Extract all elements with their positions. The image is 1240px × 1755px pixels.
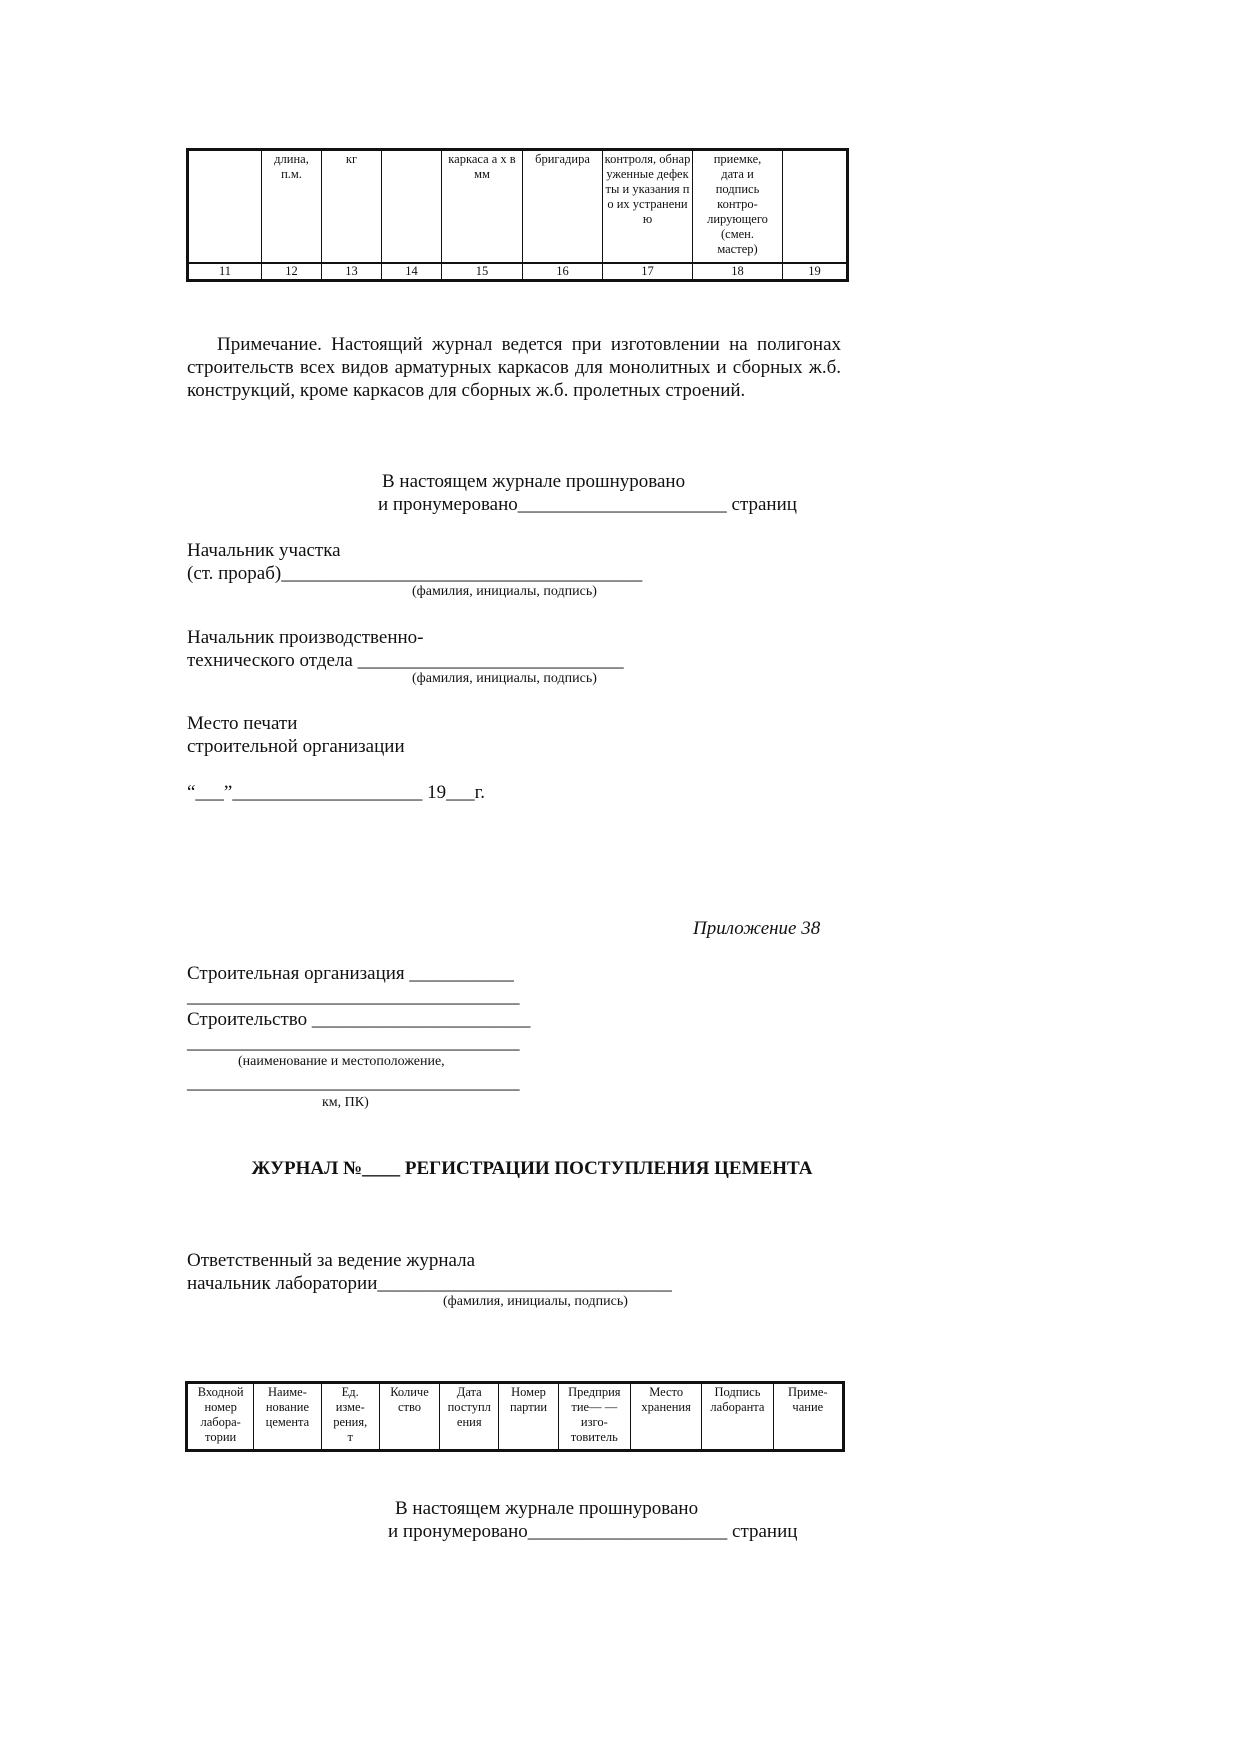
- column-number: 18: [693, 263, 783, 281]
- column-number: 12: [262, 263, 322, 281]
- journal-title: ЖУРНАЛ №____ РЕГИСТРАЦИИ ПОСТУПЛЕНИЯ ЦЕМЕНТА: [251, 1158, 813, 1179]
- location-caption: (наименование и местоположение,: [238, 1054, 445, 1069]
- table-header-cell: [382, 150, 442, 263]
- table-header-cell: Ед. изме-рения, т: [321, 1383, 379, 1451]
- journal-table-continuation: [186, 148, 849, 282]
- blank-rule: ___________________________________: [187, 1032, 520, 1053]
- chief-caption: (фамилия, инициалы, подпись): [412, 584, 597, 599]
- responsible-label: Ответственный за ведение журнала: [187, 1250, 476, 1271]
- table-header-cell: Входной номер лабора-тории: [187, 1383, 254, 1451]
- responsible-signature-line: начальник лаборатории_______________________________: [187, 1273, 672, 1294]
- date-line: “___”____________________ 19___г.: [187, 782, 486, 803]
- table-header-cell: Место хранения: [630, 1383, 701, 1451]
- table-header-cell: Наиме-нование цемента: [254, 1383, 321, 1451]
- cement-registration-table: [185, 1381, 845, 1452]
- table-header-cell: [188, 150, 262, 263]
- lacing-line-1: В настоящем журнале прошнуровано: [382, 471, 686, 492]
- lacing-line-2: и пронумеровано______________________ страниц: [378, 494, 797, 515]
- construction-line: Строительство _______________________: [187, 1009, 531, 1030]
- column-number: 13: [322, 263, 382, 281]
- table-header-cell: каркаса а х в мм: [442, 150, 523, 263]
- column-number: 16: [523, 263, 603, 281]
- table-header-cell: Приме-чание: [773, 1383, 843, 1451]
- pto-label: Начальник производственно-: [187, 627, 424, 648]
- column-number: 19: [783, 263, 848, 281]
- lacing-line-1: В настоящем журнале прошнуровано: [395, 1498, 699, 1519]
- chief-signature-line: (ст. прораб)______________________________________: [187, 563, 643, 584]
- table-header-cell: Подпись лаборанта: [702, 1383, 773, 1451]
- note-paragraph: Примечание. Настоящий журнал ведется при изготовлении на полигонах строительств всех видов арматурных каркасов для монолитных и сборных ж.б. конструкций, кроме каркасов для сборных ж.б. пролетных строений.: [187, 334, 841, 401]
- blank-rule: ___________________________________: [187, 986, 520, 1007]
- table-header-cell: Дата поступл ения: [440, 1383, 499, 1451]
- column-number: 14: [382, 263, 442, 281]
- chief-label: Начальник участка: [187, 540, 341, 561]
- table-header-cell: бригадира: [523, 150, 603, 263]
- responsible-caption: (фамилия, инициалы, подпись): [443, 1294, 628, 1309]
- km-caption: км, ПК): [322, 1095, 369, 1110]
- table-header-cell: приемке, дата и подпись контро-лирующего (смен. мастер): [693, 150, 783, 263]
- table-header-cell: Предприя тие— — изго-товитель: [558, 1383, 630, 1451]
- appendix-label: Приложение 38: [693, 918, 821, 939]
- column-number: 17: [603, 263, 693, 281]
- table-header-cell: контроля, обнаруженные дефекты и указания по их устранению: [603, 150, 693, 263]
- column-number: 15: [442, 263, 523, 281]
- table-header-cell: кг: [322, 150, 382, 263]
- table-header-cell: Количе ство: [379, 1383, 439, 1451]
- table-header-cell: Номер партии: [499, 1383, 558, 1451]
- stamp-label-1: Место печати: [187, 713, 298, 734]
- organization-line: Строительная организация ___________: [187, 963, 514, 984]
- column-number: 11: [188, 263, 262, 281]
- pto-caption: (фамилия, инициалы, подпись): [412, 671, 597, 686]
- table-header-cell: длина, п.м.: [262, 150, 322, 263]
- stamp-label-2: строительной организации: [187, 736, 405, 757]
- lacing-line-2: и пронумеровано_____________________ страниц: [388, 1521, 798, 1542]
- table-header-cell: [783, 150, 848, 263]
- blank-rule: ___________________________________: [187, 1072, 520, 1093]
- pto-signature-line: технического отдела ____________________________: [187, 650, 624, 671]
